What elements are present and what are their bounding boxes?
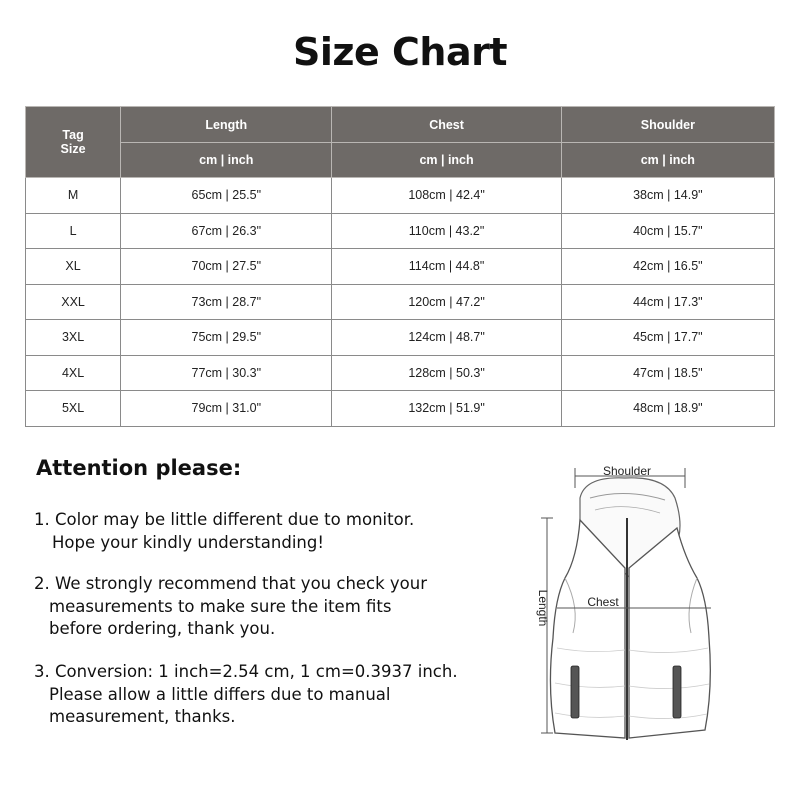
chest-cell: 120cm | 47.2" xyxy=(332,284,561,320)
shoulder-unit-header: cm | inch xyxy=(561,143,774,178)
shoulder-cell: 42cm | 16.5" xyxy=(561,249,774,285)
size-cell: 3XL xyxy=(26,320,121,356)
size-cell: 4XL xyxy=(26,355,121,391)
table-row xyxy=(26,284,775,320)
chest-cell: 124cm | 48.7" xyxy=(332,320,561,356)
table-header-row xyxy=(26,107,775,143)
length-label: Length xyxy=(536,589,550,627)
note-2-line-2: measurements to make sure the item fits xyxy=(49,596,392,616)
vest-illustration xyxy=(525,458,725,748)
length-cell: 77cm | 30.3" xyxy=(121,355,332,391)
size-cell: L xyxy=(26,213,121,249)
chest-header: Chest xyxy=(332,107,561,143)
note-1 xyxy=(34,509,414,554)
shoulder-header: Shoulder xyxy=(561,107,774,143)
left-pocket-zipper xyxy=(571,666,579,718)
shoulder-cell: 45cm | 17.7" xyxy=(561,320,774,356)
shoulder-cell: 47cm | 18.5" xyxy=(561,355,774,391)
shoulder-cell: 44cm | 17.3" xyxy=(561,284,774,320)
chest-cell: 114cm | 44.8" xyxy=(332,249,561,285)
tag-size-header xyxy=(26,107,121,178)
length-cell: 65cm | 25.5" xyxy=(121,178,332,214)
tag-size-header-line2: Size xyxy=(60,142,86,156)
table-row xyxy=(26,178,775,214)
chest-cell: 110cm | 43.2" xyxy=(332,213,561,249)
note-3-line-3: measurement, thanks. xyxy=(49,707,236,726)
vest-measurement-diagram xyxy=(525,458,725,748)
table-row xyxy=(26,249,775,285)
chest-cell: 108cm | 42.4" xyxy=(332,178,561,214)
chest-cell: 128cm | 50.3" xyxy=(332,355,561,391)
attention-heading: Attention please: xyxy=(36,456,242,480)
chest-cell: 132cm | 51.9" xyxy=(332,391,561,427)
length-cell: 75cm | 29.5" xyxy=(121,320,332,356)
table-row xyxy=(26,391,775,427)
page-title: Size Chart xyxy=(292,30,507,74)
size-cell: XXL xyxy=(26,284,121,320)
shoulder-cell: 48cm | 18.9" xyxy=(561,391,774,427)
table-row xyxy=(26,355,775,391)
chest-label: Chest xyxy=(587,595,619,609)
chest-unit-header: cm | inch xyxy=(332,143,561,178)
length-unit-header: cm | inch xyxy=(121,143,332,178)
size-cell: M xyxy=(26,178,121,214)
note-3-line-2: Please allow a little differs due to manual xyxy=(49,684,391,704)
length-cell: 73cm | 28.7" xyxy=(121,284,332,320)
length-cell: 79cm | 31.0" xyxy=(121,391,332,427)
size-table xyxy=(25,106,775,427)
note-2-line-1: 2. We strongly recommend that you check your xyxy=(34,574,428,593)
tag-size-header-line1: Tag xyxy=(62,128,84,142)
note-3 xyxy=(34,661,458,729)
length-header: Length xyxy=(121,107,332,143)
note-1-line-1: 1. Color may be little different due to monitor. xyxy=(34,510,415,529)
note-2-line-3: before ordering, thank you. xyxy=(49,619,276,638)
note-1-line-2: Hope your kindly understanding! xyxy=(52,532,324,552)
table-unit-row xyxy=(26,143,775,178)
table-row xyxy=(26,213,775,249)
note-3-line-1: 3. Conversion: 1 inch=2.54 cm, 1 cm=0.3937 inch. xyxy=(34,662,458,681)
shoulder-cell: 40cm | 15.7" xyxy=(561,213,774,249)
right-pocket-zipper xyxy=(673,666,681,718)
note-2 xyxy=(34,573,427,641)
size-cell: 5XL xyxy=(26,391,121,427)
shoulder-cell: 38cm | 14.9" xyxy=(561,178,774,214)
table-row xyxy=(26,320,775,356)
shoulder-label: Shoulder xyxy=(602,464,652,478)
size-cell: XL xyxy=(26,249,121,285)
length-cell: 67cm | 26.3" xyxy=(121,213,332,249)
length-cell: 70cm | 27.5" xyxy=(121,249,332,285)
